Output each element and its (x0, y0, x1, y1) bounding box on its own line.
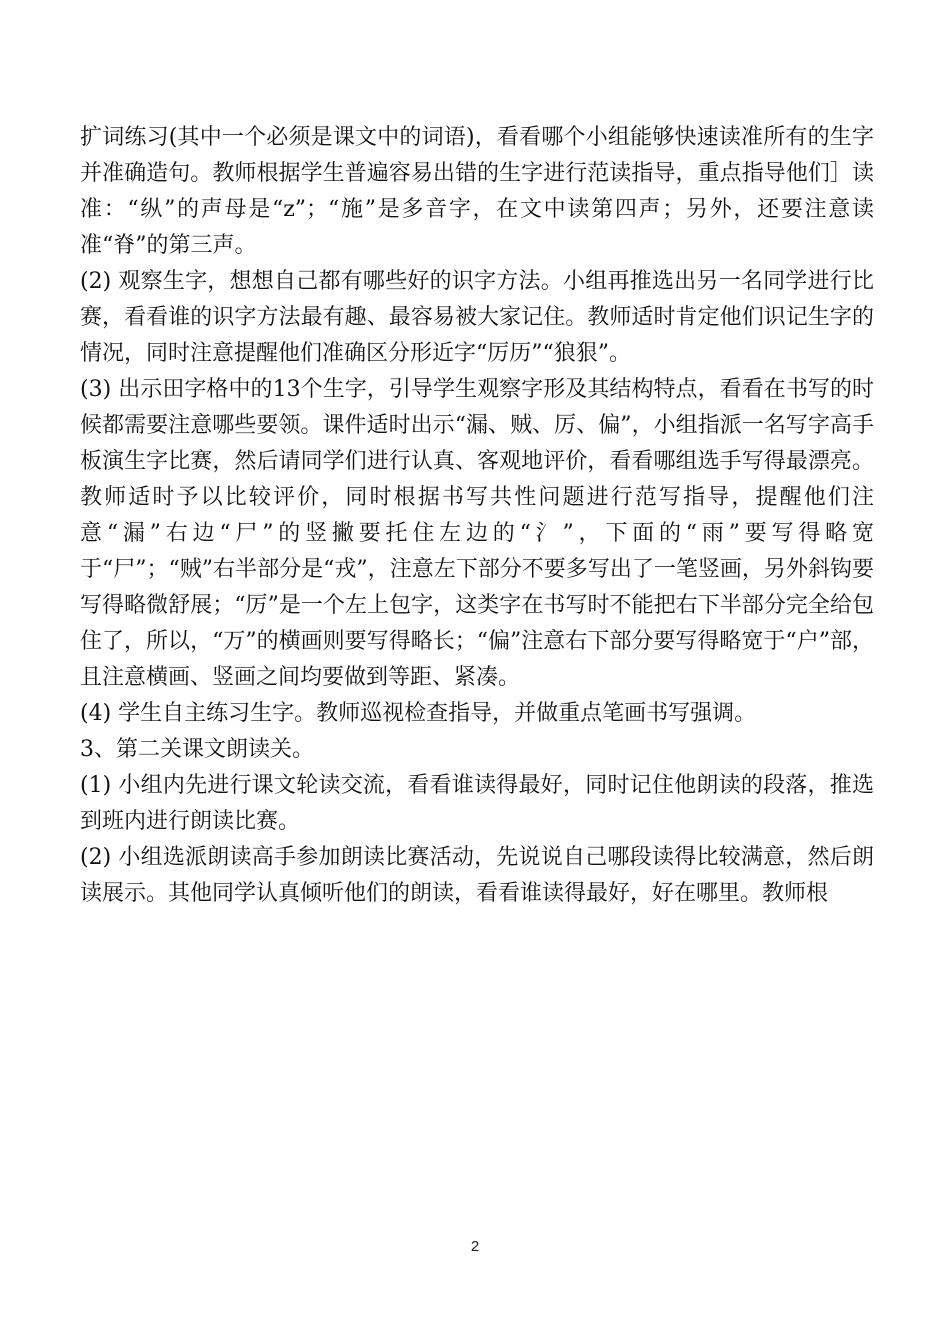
page-number: 2 (470, 1238, 480, 1255)
paragraph-group-reading: (1) 小组内先进行课文轮读交流，看看谁读得最好，同时记住他朗读的段落，推选到班内进行朗读比赛。 (80, 773, 874, 834)
section-heading-reading-stage: 3、第二关课文朗读关。 (80, 737, 314, 762)
paragraph-reading-contest: (2) 小组选派朗读高手参加朗读比赛活动，先说说自己哪段读得比较满意，然后朗读展示。其他同学认真倾听他们的朗读，看看谁读得最好，好在哪里。教师根 (80, 845, 874, 906)
paragraph-self-practice: (4) 学生自主练习生字。教师巡视检查指导，并做重点笔画书写强调。 (80, 701, 757, 726)
paragraph-vocabulary-practice: 扩词练习(其中一个必须是课文中的词语)，看看哪个小组能够快速读准所有的生字并准确造句。教师根据学生普遍容易出错的生字进行范读指导，重点指导他们］读准：“纵”的声母是“z”；“施”是多音字，在文中读第四声；另外，还要注意读准“脊”的第三声。 (80, 125, 874, 258)
paragraph-observe-characters: (2) 观察生字，想想自己都有哪些好的识字方法。小组再推选出另一名同学进行比赛，看看谁的识字方法最有趣、最容易被大家记住。教师适时肯定他们识记生字的情况，同时注意提醒他们准确区分形近字“厉历”“狼狠”。 (80, 269, 874, 366)
document-body (80, 120, 874, 912)
paragraph-writing-guidance: (3) 出示田字格中的13个生字，引导学生观察字形及其结构特点，看看在书写的时候都需要注意哪些要领。课件适时出示“漏、贼、厉、偏”，小组指派一名写字高手板演生字比赛，然后请同学们进行认真、客观地评价，看看哪组选手写得最漂亮。教师适时予以比较评价，同时根据书写共性问题进行范写指导，提醒他们注意“漏”右边“尸”的竖撇要托住左边的“氵”，下面的“雨”要写得略宽于“尸”；“贼”右半部分是“戎”，注意左下部分不要多写出了一笔竖画，另外斜钩要写得略微舒展；“厉”是一个左上包字，这类字在书写时不能把右下半部分完全给包住了，所以，“万”的横画则要写得略长；“偏”注意右下部分要写得略宽于“户”部，且注意横画、竖画之间均要做到等距、紧凑。 (80, 377, 874, 690)
